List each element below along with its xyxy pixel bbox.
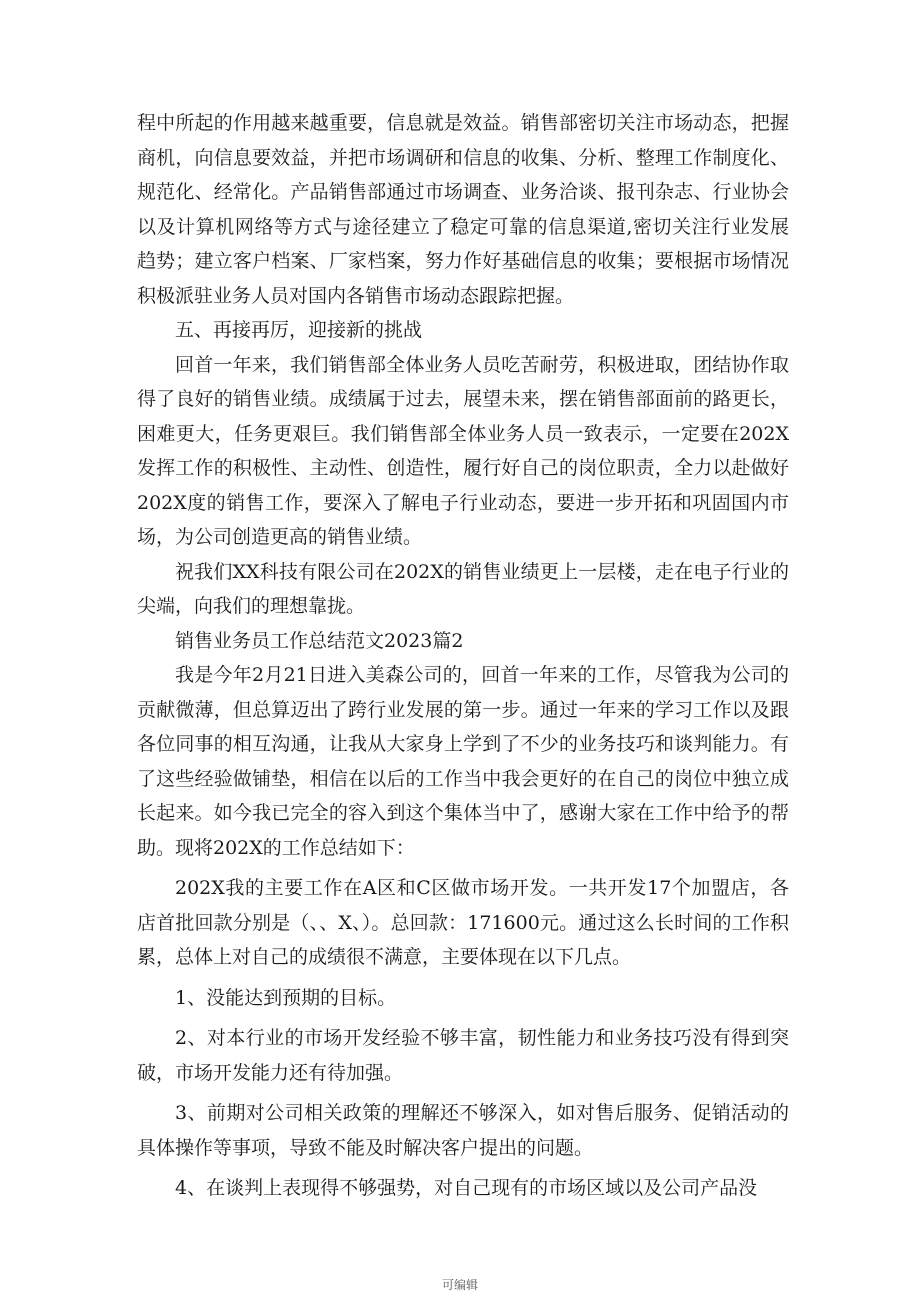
paragraph-wish: 祝我们XX科技有限公司在202X的销售业绩更上一层楼，走在电子行业的尖端，向我们的理想靠拢。: [137, 560, 789, 617]
section-heading-five: 五、再接再厉，迎接新的挑战: [175, 319, 423, 341]
document-body: [137, 106, 789, 1206]
list-item-4: 4、在谈判上表现得不够强势，对自己现有的市场区域以及公司产品没: [175, 1177, 758, 1199]
list-item-2: 2、对本行业的市场开发经验不够丰富，韧性能力和业务技巧没有得到突破，市场开发能力还有待加强。: [137, 1027, 789, 1084]
list-item-3: 3、前期对公司相关政策的理解还不够深入，如对售后服务、促销活动的具体操作等事项，导致不能及时解决客户提出的问题。: [137, 1102, 789, 1159]
paragraph-intro: 我是今年2月21日进入美森公司的，回首一年来的工作，尽管我为公司的贡献微薄，但总算迈出了跨行业发展的第一步。通过一年来的学习工作以及跟各位同事的相互沟通，让我从大家身上学到了不少的业务技巧和谈判能力。有了这些经验做铺垫，相信在以后的工作当中我会更好的在自己的岗位中独立成长起来。如今我已完全的容入到这个集体当中了，感谢大家在工作中给予的帮助。现将202X的工作总结如下：: [137, 664, 789, 859]
article-title-2: 销售业务员工作总结范文2023篇2: [175, 629, 464, 652]
page-footer: 可编辑: [441, 1278, 478, 1292]
paragraph-main-work: 202X我的主要工作在A区和C区做市场开发。一共开发17个加盟店，各店首批回款分别是（、、X、）。总回款：171600元。通过这么长时间的工作积累，总体上对自己的成绩很不满意，主要体现在以下几点。: [137, 877, 789, 968]
paragraph-info-work: 程中所起的作用越来越重要，信息就是效益。销售部密切关注市场动态，把握商机，向信息要效益，并把市场调研和信息的收集、分析、整理工作制度化、规范化、经常化。产品销售部通过市场调查、业务洽谈、报刊杂志、行业协会以及计算机网络等方式与途径建立了稳定可靠的信息渠道,密切关注行业发展趋势；建立客户档案、厂家档案，努力作好基础信息的收集；要根据市场情况积极派驻业务人员对国内各销售市场动态跟踪把握。: [137, 112, 789, 307]
paragraph-review: 回首一年来，我们销售部全体业务人员吃苦耐劳，积极进取，团结协作取得了良好的销售业绩。成绩属于过去，展望未来，摆在销售部面前的路更长，困难更大，任务更艰巨。我们销售部全体业务人员一致表示，一定要在202X发挥工作的积极性、主动性、创造性，履行好自己的岗位职责，全力以赴做好202X度的销售工作，要深入了解电子行业动态，要进一步开拓和巩固国内市场，为公司创造更高的销售业绩。: [137, 353, 789, 548]
list-item-1: 1、没能达到预期的目标。: [175, 986, 397, 1009]
